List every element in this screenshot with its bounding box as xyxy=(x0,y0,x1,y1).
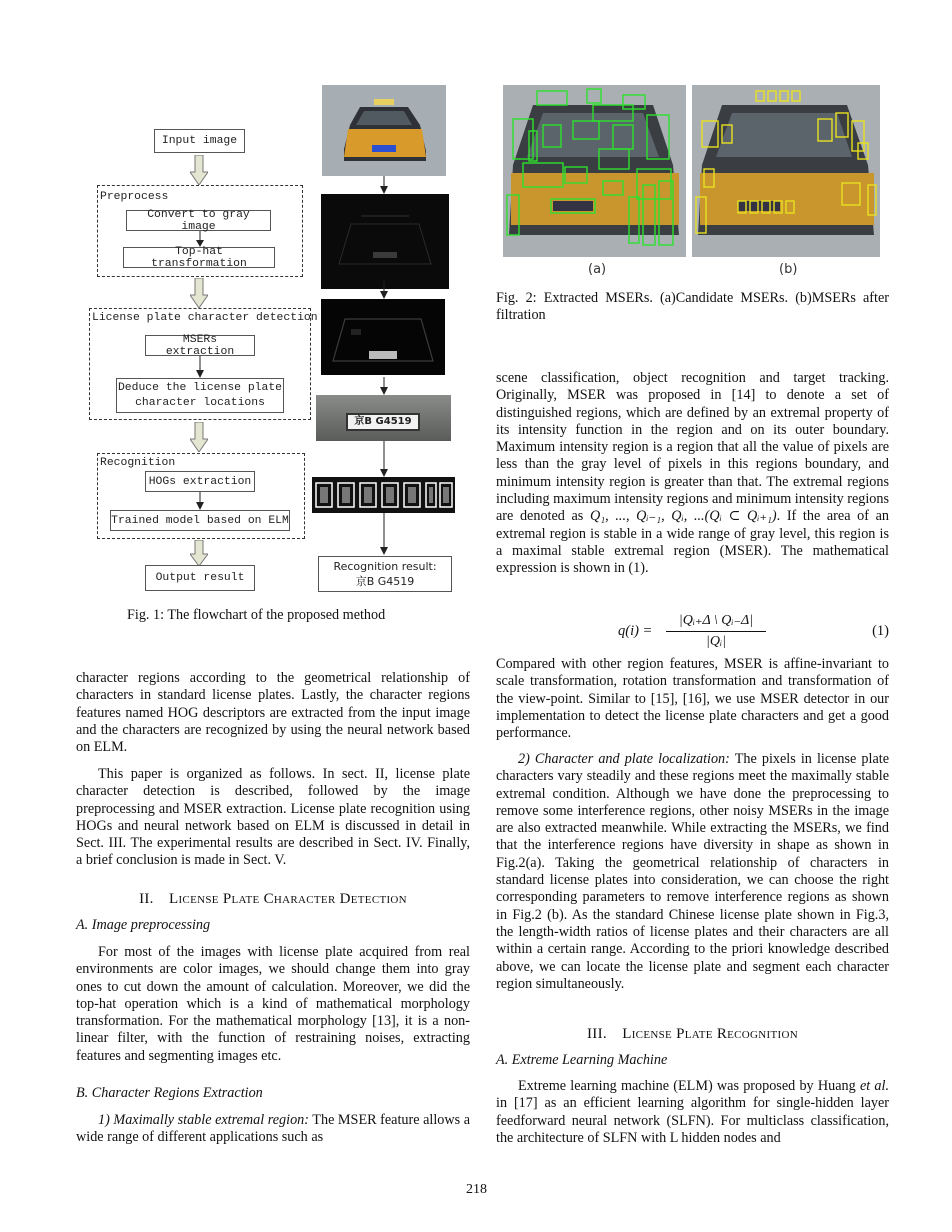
flow-deduce-line2: character locations xyxy=(135,396,265,409)
right-p1-math: Q₁, ..., Qᵢ₋₁, Qᵢ, ...(Qᵢ ⊂ Qᵢ₊₁) xyxy=(589,508,777,525)
fig2-caption: Fig. 2: Extracted MSERs. (a)Candidate MSERs. (b)MSERs after filtration xyxy=(496,290,889,323)
right-paragraph-3 xyxy=(496,751,889,993)
section-3-heading xyxy=(496,1026,889,1043)
right-p1-before: scene classification, object recognition and target tracking. Originally, MSER was proposed in [14] to denote a set of distinguished regions, which are defined by an extremal property of its intensity function in the region and on its outer boundary. Maximum intensity region is a region that all the value of pixels are less than the gray level of pixels in this regions boundary, and minimum intensity region is greater than that. The extremal regions including maximum intensity regions and minimum intensity regions are denoted as xyxy=(496,370,889,525)
page-number: 218 xyxy=(466,1182,487,1197)
flow-output-result: Output result xyxy=(145,565,255,591)
flow-trained-model: Trained model based on ELM xyxy=(110,510,290,531)
recognition-result-label: Recognition result: xyxy=(333,560,437,573)
left-paragraph-4 xyxy=(76,1112,470,1147)
mser-text: The MSER feature allows a wide range of different applications such as xyxy=(76,1112,470,1146)
car-color-icon xyxy=(322,85,446,176)
fig2-label-b: (b) xyxy=(779,262,798,277)
flow-arrow-small-2 xyxy=(195,356,205,378)
photo-top-hat xyxy=(321,194,449,289)
equation-fraction xyxy=(666,612,766,650)
photo-input-car xyxy=(322,85,446,176)
photo-arrow-3 xyxy=(379,377,389,395)
right-paragraph-4 xyxy=(496,1078,889,1147)
flow-arrow-1 xyxy=(190,155,208,185)
photo-mser xyxy=(321,299,445,375)
tophat-image-icon xyxy=(321,194,449,289)
mser-candidates-icon xyxy=(503,85,686,257)
equation-numerator: |Qᵢ₊Δ \ Qᵢ₋Δ| xyxy=(666,612,766,632)
right-paragraph-2: Compared with other region features, MSER is affine-invariant to scale transformation, rotation transformation and transformation of the view-point. Similar to [15], [16], we use MSER detector in our implementation to detect the license plate characters and get a good performance. xyxy=(496,656,889,742)
equation-denominator: |Qᵢ| xyxy=(705,634,727,649)
equation-tag: (1) xyxy=(872,623,889,639)
flow-msers-extraction: MSERs extraction xyxy=(145,335,255,356)
flow-convert-gray: Convert to gray image xyxy=(126,210,271,231)
right-p1-after: . If the area of an extremal region is stable in a wide range of gray level, this region is a maximal stable extremal region (MSER). The mathematical expression is shown in (1). xyxy=(496,508,889,577)
flow-arrow-2 xyxy=(190,278,208,308)
subsection-b-heading: B. Character Regions Extraction xyxy=(76,1085,263,1101)
photo-arrow-4 xyxy=(379,441,389,477)
flow-top-hat: Top-hat transformation xyxy=(123,247,275,268)
elm-before: Extreme learning machine (ELM) was proposed by Huang xyxy=(518,1078,860,1094)
left-paragraph-3: For most of the images with license plate acquired from real environments are color images, we should change them into gray ones to cut down the amount of calculation. Moreover, we did the top-hat operation which is a kind of mathematical morphology transformation. For the mathematical morphology [13], it is a non-linear filter, with the function of restraining noises, extracting features and segmenting images etc. xyxy=(76,944,470,1064)
mser-image-icon xyxy=(321,299,445,375)
flow-preprocess-title: Preprocess xyxy=(100,191,169,203)
photo-arrow-2 xyxy=(379,281,389,299)
left-paragraph-1: character regions according to the geometrical relationship of characters in standard license plates. Lastly, the character regions features named HOG descriptors are extracted from the input image and the characters are recognized by using the neural network based on ELM. xyxy=(76,670,470,756)
recognition-result-box xyxy=(318,556,452,592)
mser-filtered-icon xyxy=(692,85,880,257)
photo-plate-crop xyxy=(316,395,451,441)
flow-input-image: Input image xyxy=(154,129,245,153)
elm-after: in [17] as an efficient learning algorithm for single-hidden layer feedforward neural network (SLFN). For multiclass classification, the architecture of SLFN with L hidden nodes and xyxy=(496,1095,889,1146)
recognition-result-value: 京B G4519 xyxy=(355,575,415,588)
section-2-heading xyxy=(76,891,470,908)
photo-arrow-1 xyxy=(379,176,389,194)
photo-arrow-5 xyxy=(379,513,389,555)
flow-arrow-3 xyxy=(190,422,208,452)
flow-hogs-extraction: HOGs extraction xyxy=(145,471,255,492)
flow-deduce-line1: Deduce the license plate xyxy=(117,381,283,394)
section-3-subsection-a: A. Extreme Learning Machine xyxy=(496,1052,668,1068)
mser-lead: 1) Maximally stable extremal region: xyxy=(98,1112,309,1128)
flow-arrow-4 xyxy=(190,540,208,566)
fig2-label-a: (a) xyxy=(588,262,607,277)
fig2-image-b xyxy=(692,85,880,257)
localization-lead: 2) Character and plate localization: xyxy=(518,751,730,767)
flow-recognition-title: Recognition xyxy=(100,457,176,469)
flow-arrow-small-3 xyxy=(195,492,205,510)
plate-crop-plate xyxy=(346,413,420,431)
equation-1 xyxy=(496,612,889,652)
elm-etal: et al. xyxy=(859,1078,889,1094)
localization-text: The pixels in license plate characters vary steadily and these regions meet the maximally stable extremal condition. Although we have done the preprocessing to remove some interference regions, other noisy MSERs in the image are also extracted meanwhile. While extracting the MSERs, we find that the interference regions have diversity in shape as shown in Fig.2(a). Taking the geometrical relationship of characters in standard license plates into consideration, we can choose the right corresponding parameters to remove interference regions as shown in Fig.2 (b). As the standard Chinese license plate shown in Fig.3, the length-width ratios of license plates and their characters are all within a certain range. According to the priori knowledge described above, we can locate the license plate and segment each character region simultaneously. xyxy=(496,751,890,992)
fig1-caption: Fig. 1: The flowchart of the proposed method xyxy=(127,607,386,623)
section-3-heading-text: III. License Plate Recognition xyxy=(587,1026,798,1042)
plate-crop-text: 京B G4519 xyxy=(354,416,412,427)
section-2-heading-text: II. License Plate Character Detection xyxy=(139,891,407,907)
segmented-chars-icon xyxy=(312,477,455,513)
fig2-image-a xyxy=(503,85,686,257)
right-paragraph-1 xyxy=(496,370,889,578)
flow-detection-title: License plate character detection xyxy=(92,312,318,324)
equation-lhs: q(i) = xyxy=(618,623,653,639)
subsection-a-heading: A. Image preprocessing xyxy=(76,917,211,933)
flow-deduce-locations xyxy=(116,378,284,413)
left-paragraph-2: This paper is organized as follows. In sect. II, license plate character detection is described, followed by the image preprocessing and MSER extraction. License plate recognition using HOGs and neural network based on ELM is discussed in detail in Sect. III. The experimental results are described in Sect. IV. Finally, a brief conclusion is made in Sect. V. xyxy=(76,766,470,869)
photo-segmented-chars xyxy=(312,477,455,513)
